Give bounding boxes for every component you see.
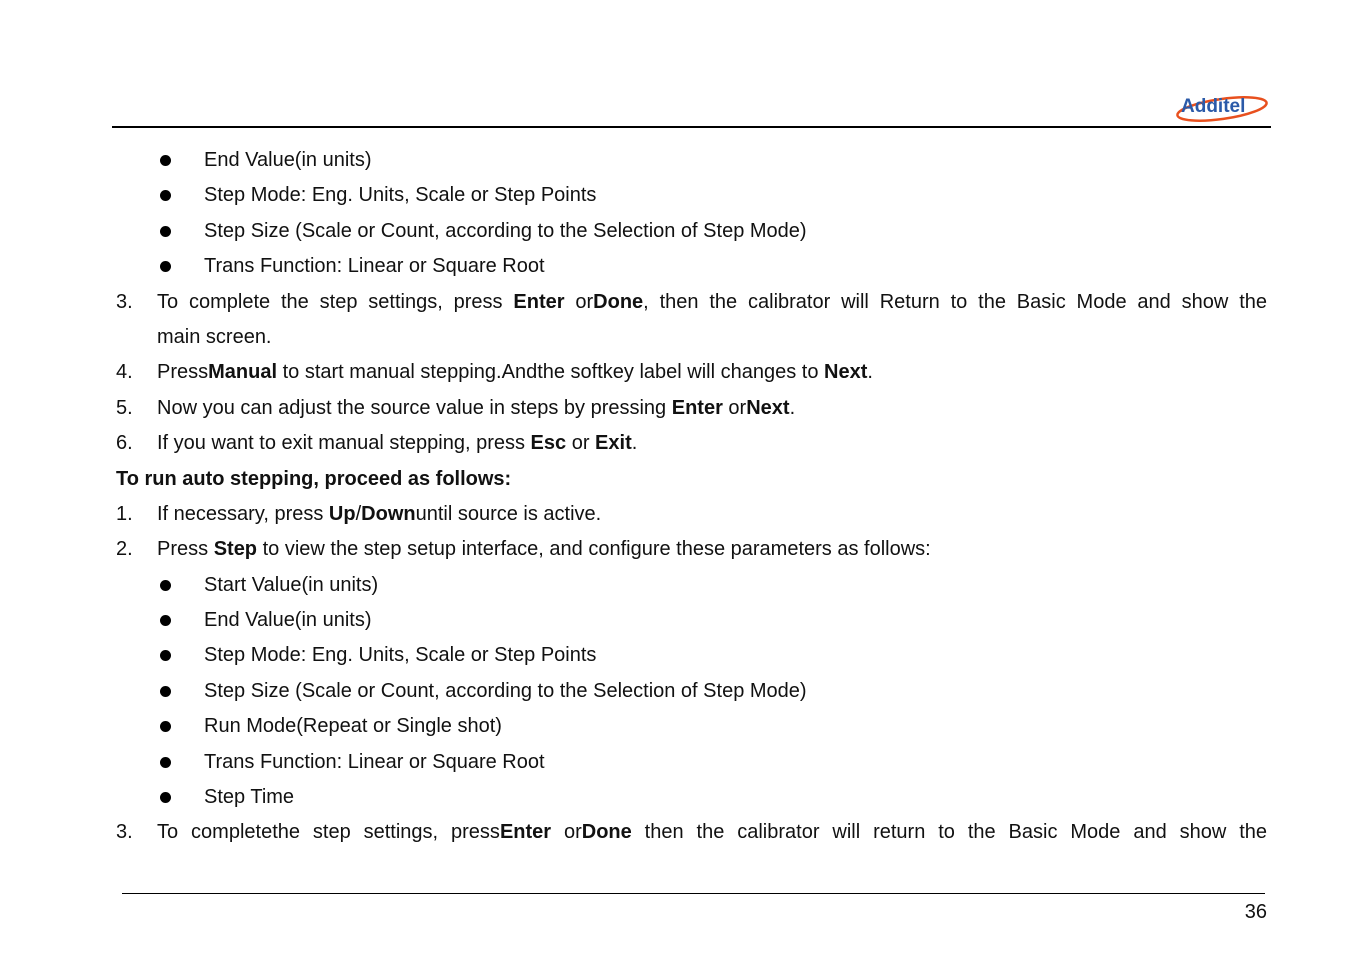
step-text: To completethe step settings, pressEnter orDone then the calibrator will return to the Basic Mode and show the [157, 821, 1268, 844]
list-item [0, 214, 1350, 249]
step-item [0, 426, 1350, 461]
step-item [0, 532, 1350, 567]
step-text: main screen. [157, 325, 272, 348]
bullet-text: Step Mode: Eng. Units, Scale or Step Points [204, 644, 597, 667]
page-content [0, 143, 1350, 851]
list-item [0, 674, 1350, 709]
list-item [0, 143, 1350, 178]
step-text: If you want to exit manual stepping, press Esc or Exit. [157, 432, 638, 455]
bullet-icon [160, 721, 171, 732]
step-number: 1. [116, 502, 133, 525]
step-item [0, 815, 1350, 850]
bullet-text: Trans Function: Linear or Square Root [204, 255, 545, 278]
key-label: Step [213, 538, 258, 561]
bullet-text: End Value(in units) [204, 149, 372, 171]
list-item [0, 568, 1350, 603]
key-label: Enter [513, 290, 565, 313]
step-item [0, 285, 1350, 320]
step-text: To complete the step settings, press Enter orDone, then the calibrator will Return to the Basic Mode and show the [157, 290, 1268, 313]
section-heading: To run auto stepping, proceed as follows: [116, 467, 512, 490]
bullet-text: Step Mode: Eng. Units, Scale or Step Points [204, 184, 597, 207]
bullet-icon [160, 686, 171, 697]
step-number: 6. [116, 432, 133, 455]
bullet-text: Step Time [204, 786, 295, 809]
bullet-icon [160, 190, 171, 201]
list-item [0, 603, 1350, 638]
step-text: Now you can adjust the source value in steps by pressing Enter orNext. [157, 396, 796, 419]
step-continuation [0, 320, 1350, 355]
bullet-icon [160, 757, 171, 768]
bullet-icon [160, 226, 171, 237]
step-number: 3. [116, 821, 133, 844]
page-number: 36 [1244, 901, 1267, 923]
step-text: If necessary, press Up/Downuntil source is active. [157, 502, 602, 525]
header-rule [112, 126, 1271, 128]
section-heading-row [0, 462, 1350, 497]
bullet-text: Run Mode(Repeat or Single shot) [204, 715, 502, 738]
step-number: 5. [116, 396, 133, 419]
bullet-icon [160, 580, 171, 591]
key-label: Next [746, 396, 790, 419]
step-number: 3. [116, 290, 133, 313]
bullet-icon [160, 650, 171, 661]
key-label: Up [328, 502, 356, 525]
bullet-icon [160, 792, 171, 803]
bullet-text: Step Size (Scale or Count, according to the Selection of Step Mode) [204, 679, 807, 702]
key-label: Done [581, 821, 632, 844]
bullet-icon [160, 615, 171, 626]
key-label: Exit [595, 432, 632, 455]
list-item [0, 709, 1350, 744]
key-label: Esc [530, 432, 567, 455]
step-text: Press Step to view the step setup interface, and configure these parameters as follows: [157, 538, 931, 561]
step-text: PressManual to start manual stepping.Andthe softkey label will changes to Next. [157, 361, 873, 384]
list-item [0, 745, 1350, 780]
step-item [0, 391, 1350, 426]
key-label: Enter [499, 821, 552, 844]
bullet-text: Start Value(in units) [204, 573, 379, 596]
key-label: Next [824, 361, 868, 384]
key-label: Done [593, 290, 644, 313]
list-item [0, 638, 1350, 673]
logo-text: Additel [1181, 96, 1246, 117]
step-number: 4. [116, 361, 133, 384]
bullet-text: End Value(in units) [204, 609, 372, 632]
additel-logo [1172, 88, 1270, 128]
bullet-icon [160, 155, 171, 166]
list-item [0, 780, 1350, 815]
bullet-icon [160, 261, 171, 272]
step-item [0, 355, 1350, 390]
list-item [0, 249, 1350, 284]
bullet-text: Trans Function: Linear or Square Root [204, 750, 545, 773]
key-label: Down [361, 502, 416, 525]
step-number: 2. [116, 538, 133, 561]
key-label: Enter [671, 396, 723, 419]
key-label: Manual [208, 361, 278, 384]
list-item [0, 178, 1350, 213]
footer-rule [122, 893, 1265, 894]
bullet-text: Step Size (Scale or Count, according to the Selection of Step Mode) [204, 219, 807, 242]
step-item [0, 497, 1350, 532]
